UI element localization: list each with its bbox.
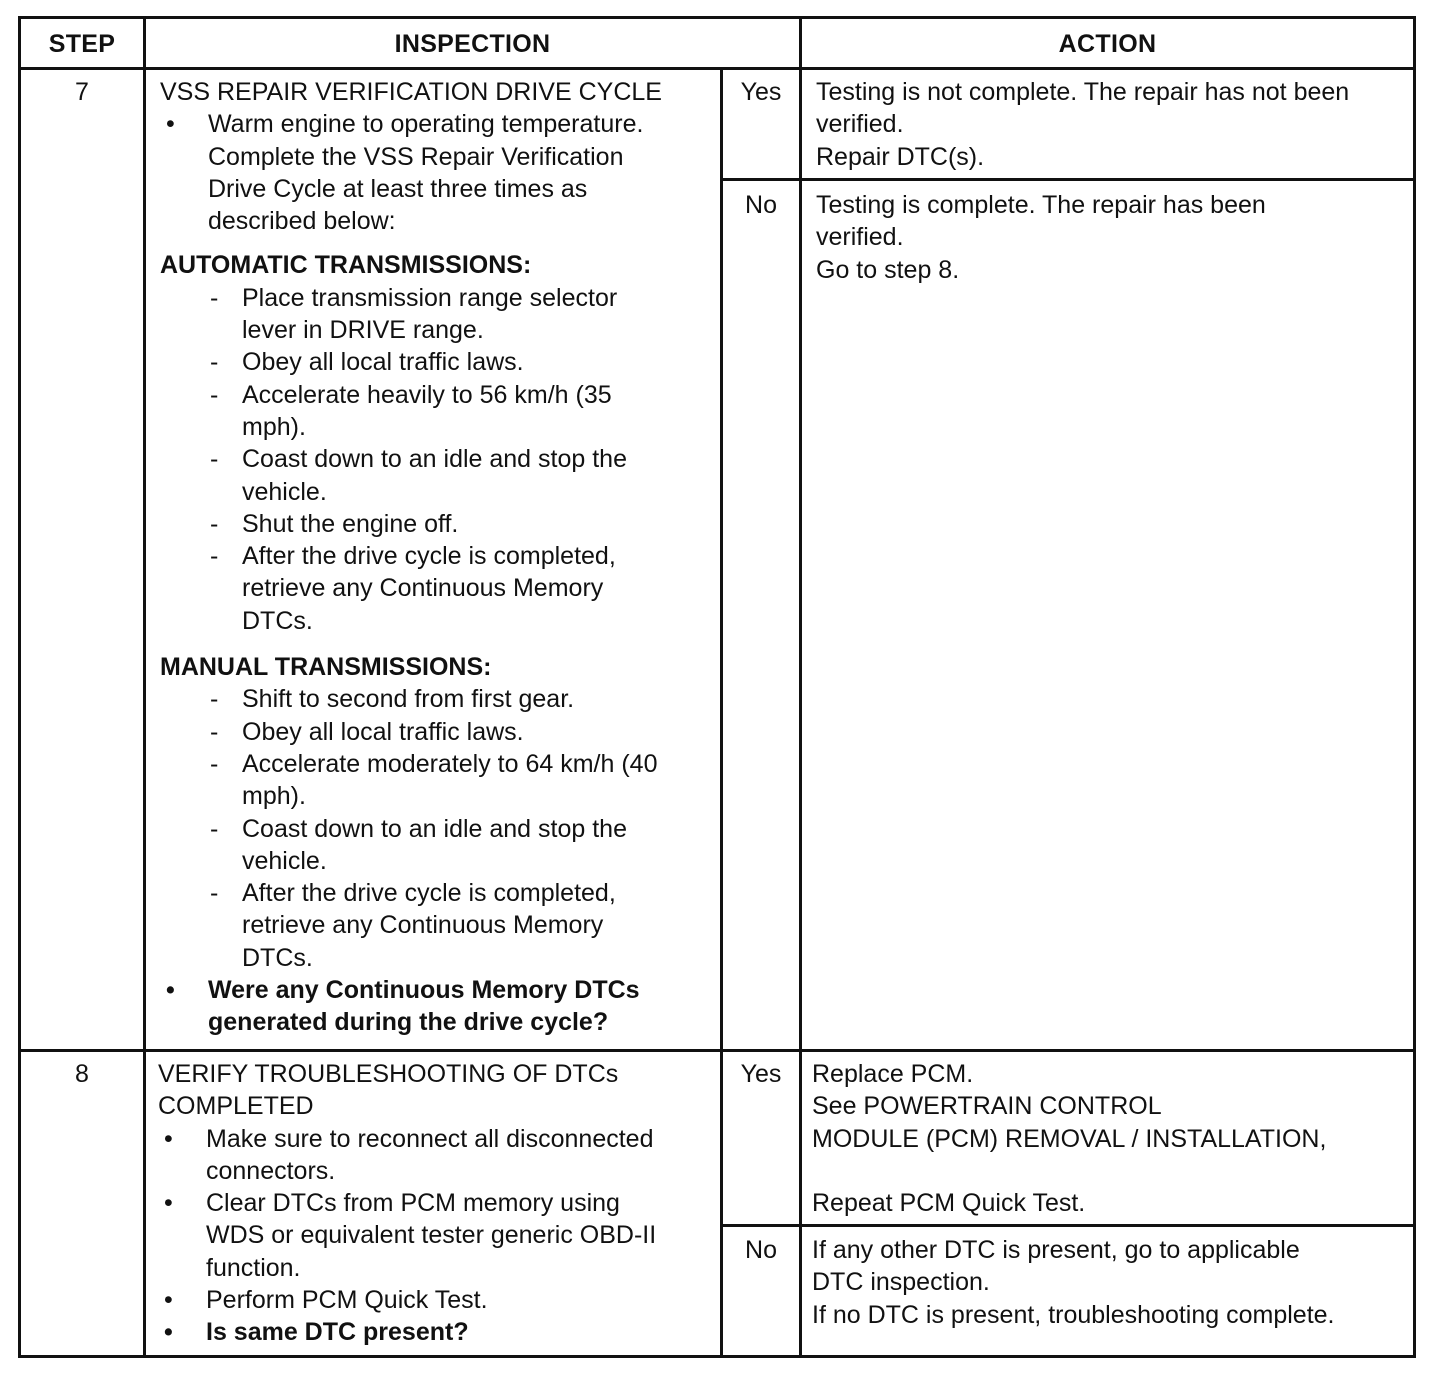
row8-title: VERIFY TROUBLESHOOTING OF DTCs <box>158 1060 619 1088</box>
header-step: STEP <box>48 29 116 58</box>
auto-step: - Shut the engine off. <box>160 508 720 540</box>
row-divider <box>18 1049 1416 1052</box>
row7-yes-no-divider <box>721 178 1416 181</box>
table-border-right <box>1413 16 1416 1358</box>
step-number-8: 8 <box>75 1060 89 1088</box>
row7-yes-label: Yes <box>740 78 782 106</box>
header-inspection: INSPECTION <box>394 29 551 58</box>
auto-step: - Coast down to an idle and stop the vehicle. <box>160 443 720 508</box>
row8-yes-no-divider <box>721 1224 1416 1227</box>
auto-step: - After the drive cycle is completed, retrieve any Continuous Memory DTCs. <box>160 540 720 637</box>
table-border-bottom <box>18 1355 1416 1358</box>
row8-no-action: If any other DTC is present, go to applicable DTC inspection. If no DTC is present, troubleshooting complete. <box>812 1236 1335 1329</box>
row8-bullet: • Clear DTCs from PCM memory using WDS or equivalent tester generic OBD-II function. <box>158 1187 718 1284</box>
inspection-table <box>18 16 1416 1358</box>
manual-step: - After the drive cycle is completed, retrieve any Continuous Memory DTCs. <box>160 877 720 974</box>
row8-bullet: • Perform PCM Quick Test. <box>158 1284 718 1316</box>
row7-title: VSS REPAIR VERIFICATION DRIVE CYCLE <box>160 78 662 106</box>
table-border-left <box>18 16 21 1358</box>
row7-no-action: Testing is complete. The repair has been verified. Go to step 8. <box>816 191 1266 284</box>
manual-heading: MANUAL TRANSMISSIONS: <box>160 653 492 682</box>
row7-no-label: No <box>745 191 777 219</box>
manual-step: - Shift to second from first gear. <box>160 683 720 715</box>
row8-inspection: VERIFY TROUBLESHOOTING OF DTCs COMPLETED • Make sure to reconnect all disconnected connectors. • Clear DTCs from PCM memory using WDS or equivalent tester generic OBD-II function. • Perform PCM Quick Test. • Is same DTC present? <box>158 1058 718 1349</box>
step-column-divider <box>143 16 146 1358</box>
automatic-heading: AUTOMATIC TRANSMISSIONS: <box>160 251 532 280</box>
manual-step: - Accelerate moderately to 64 km/h (40 mph). <box>160 748 720 813</box>
row8-question: • Is same DTC present? <box>158 1316 718 1348</box>
manual-step: - Coast down to an idle and stop the vehicle. <box>160 813 720 878</box>
action-column-divider <box>799 16 802 1358</box>
header-action: ACTION <box>1058 29 1157 58</box>
row8-yes-no-column <box>720 1050 723 1356</box>
manual-step: - Obey all local traffic laws. <box>160 716 720 748</box>
row7-bullet: • Warm engine to operating temperature. Complete the VSS Repair Verification Drive Cycle at least three times as described below: <box>160 108 720 237</box>
auto-step: - Accelerate heavily to 56 km/h (35 mph). <box>160 379 720 444</box>
row7-yes-action: Testing is not complete. The repair has not been verified. Repair DTC(s). <box>816 78 1350 171</box>
row8-bullet: • Make sure to reconnect all disconnected connectors. <box>158 1123 718 1188</box>
step-number-7: 7 <box>75 78 89 106</box>
row7-question: • Were any Continuous Memory DTCs generated during the drive cycle? <box>160 974 720 1039</box>
auto-step: - Obey all local traffic laws. <box>160 346 720 378</box>
auto-step: - Place transmission range selector lever in DRIVE range. <box>160 282 720 347</box>
row8-no-label: No <box>745 1236 777 1264</box>
row8-yes-label: Yes <box>740 1060 782 1088</box>
row7-inspection <box>160 76 720 1039</box>
row8-yes-action: Replace PCM. See POWERTRAIN CONTROL MODULE (PCM) REMOVAL / INSTALLATION, Repeat PCM Quick Test. <box>812 1060 1327 1217</box>
